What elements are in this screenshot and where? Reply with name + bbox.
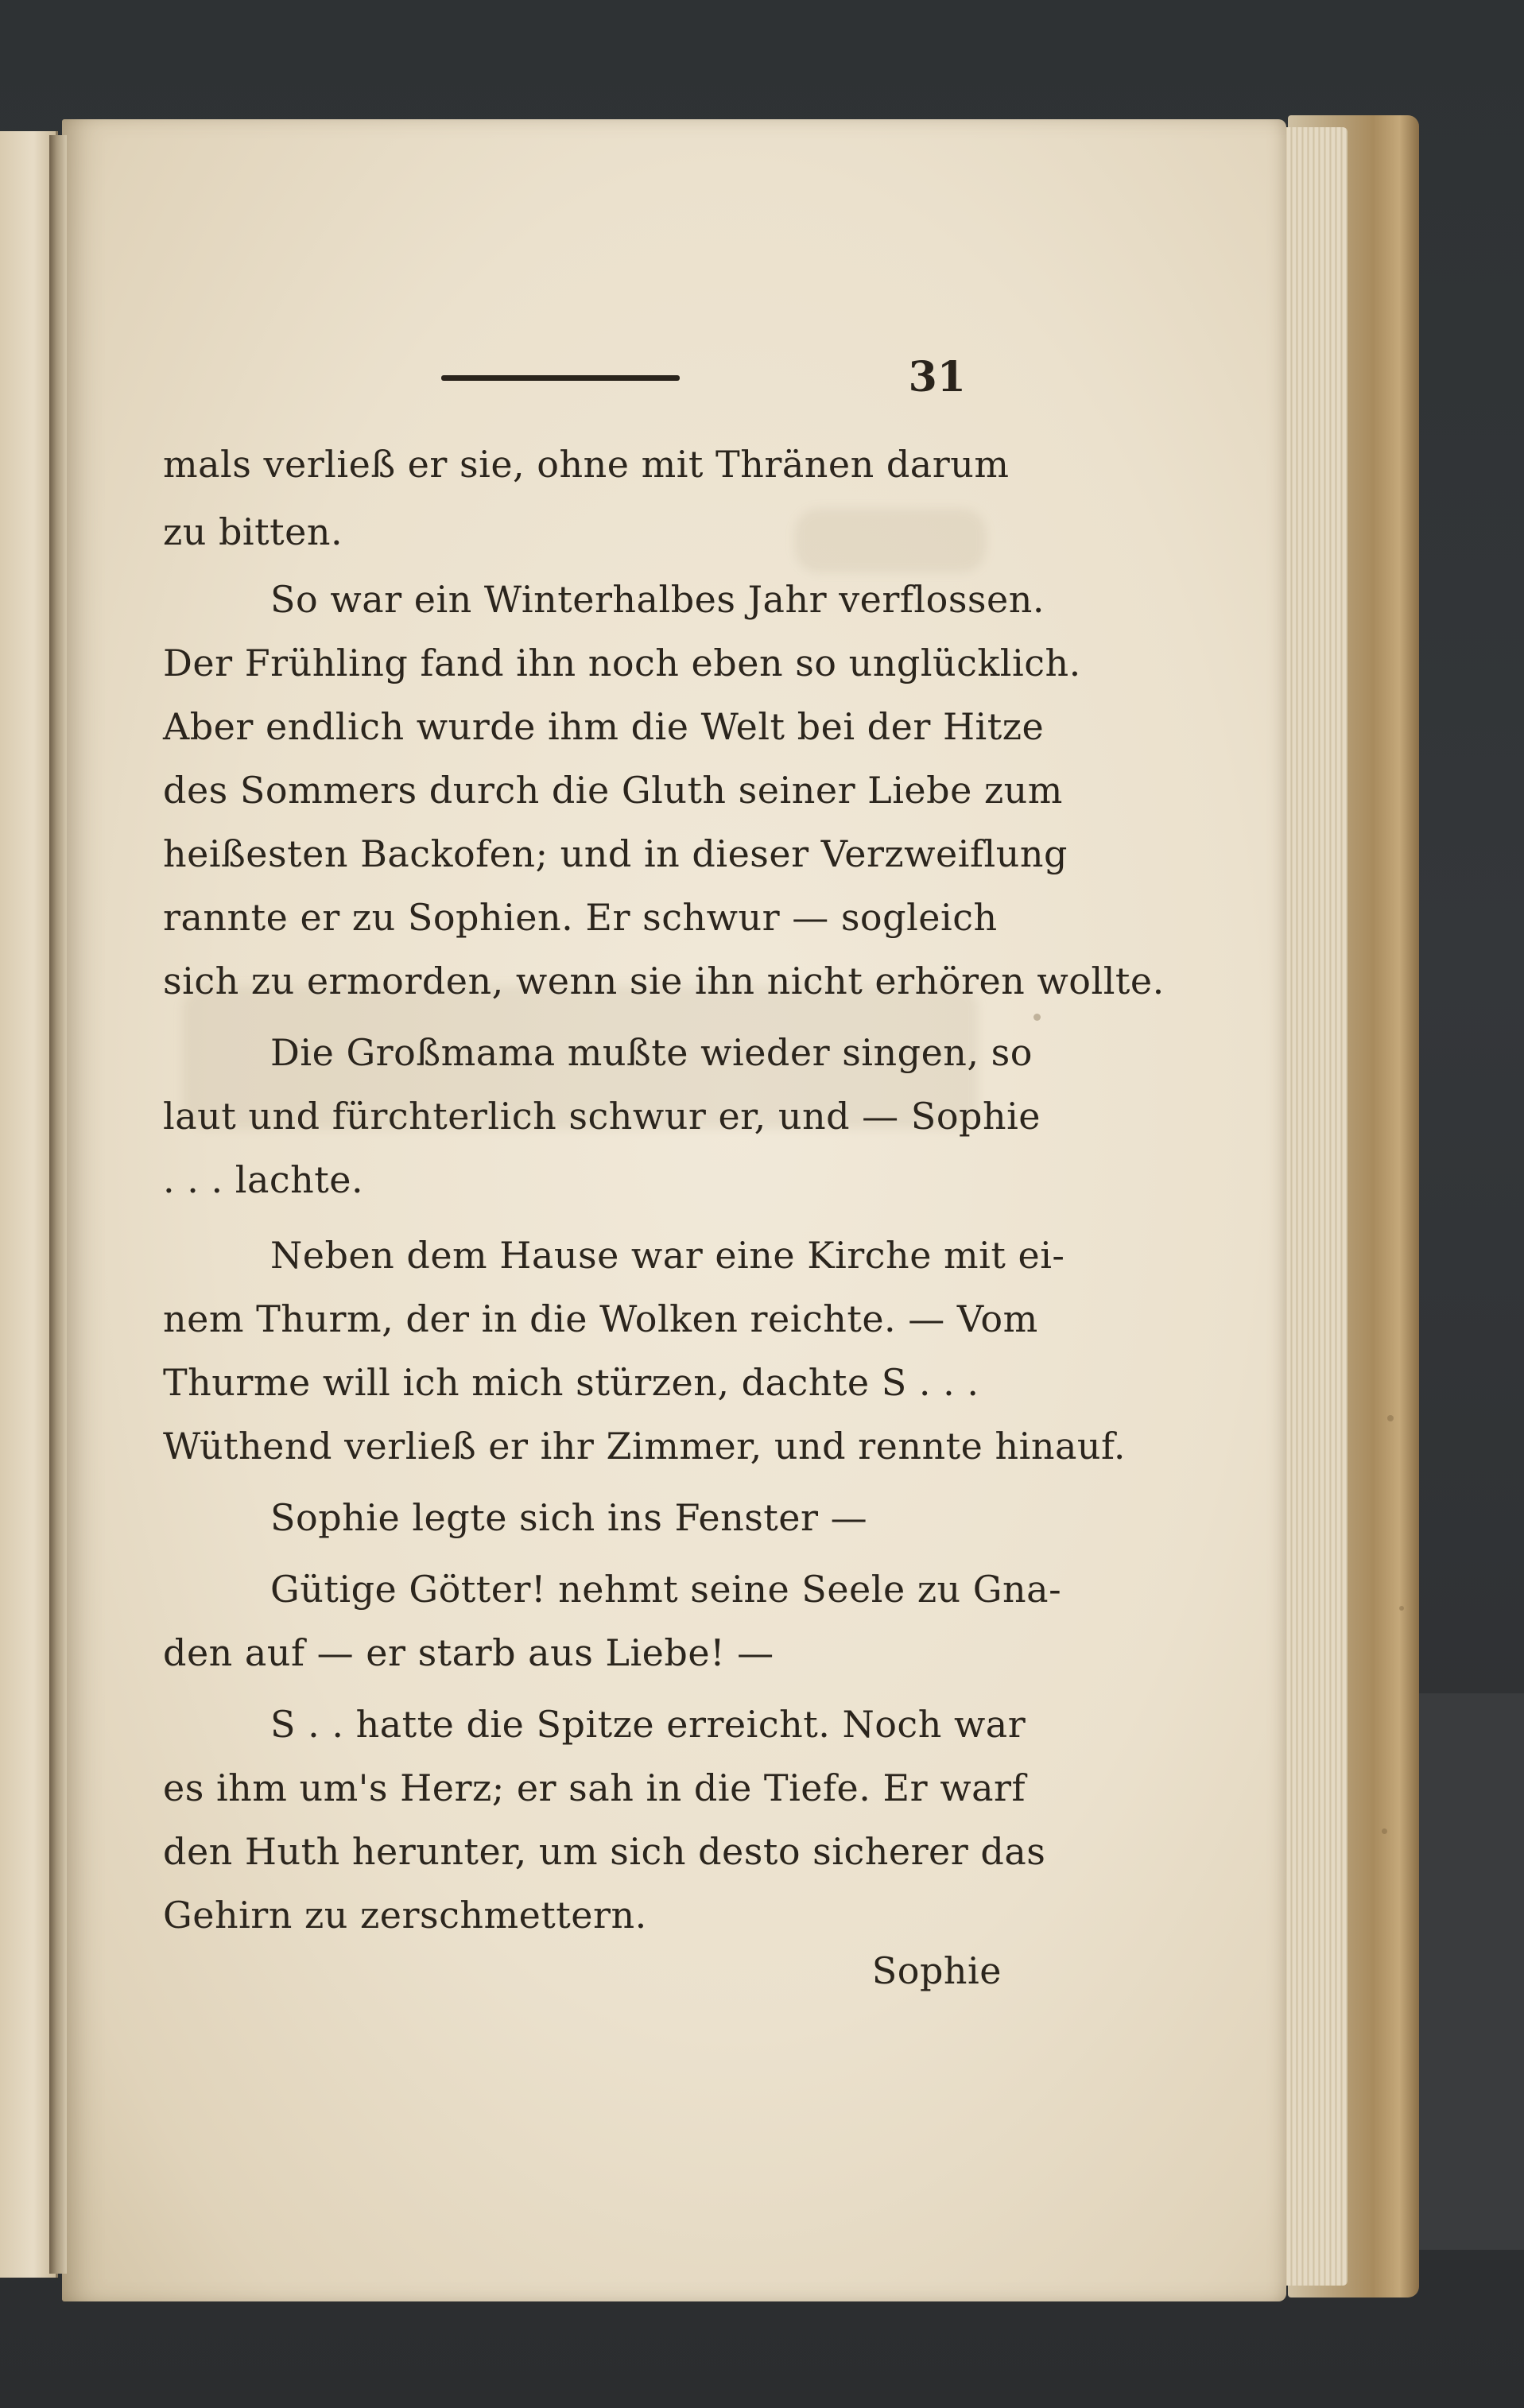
- page-stack-edge: [1276, 127, 1348, 2286]
- text-line: heißesten Backofen; und in dieser Verzweiflung: [163, 832, 1068, 875]
- text-line: rannte er zu Sophien. Er schwur — sogleich: [163, 896, 998, 939]
- text-line: Neben dem Hause war eine Kirche mit ei-: [270, 1234, 1065, 1277]
- text-line: mals verließ er sie, ohne mit Thränen darum: [163, 443, 1010, 486]
- catchword: Sophie: [871, 1949, 1002, 1992]
- text-line: zu bitten.: [163, 510, 343, 553]
- text-line: Gütige Götter! nehmt seine Seele zu Gna-: [270, 1568, 1062, 1611]
- text-line: . . . lachte.: [163, 1158, 364, 1201]
- text-line: Die Großmama mußte wieder singen, so: [270, 1031, 1033, 1074]
- foxing-spot: [1382, 1828, 1387, 1834]
- text-line: es ihm um's Herz; er sah in die Tiefe. Er warf: [163, 1766, 1026, 1809]
- text-line: Gehirn zu zerschmettern.: [163, 1894, 647, 1937]
- foxing-spot: [1387, 1415, 1394, 1421]
- text-line: den auf — er starb aus Liebe! —: [163, 1631, 774, 1674]
- binding-gutter: [49, 135, 67, 2274]
- foxing-spot: [1399, 1606, 1404, 1611]
- text-line: Der Frühling fand ihn noch eben so unglücklich.: [163, 642, 1081, 684]
- text-line: nem Thurm, der in die Wolken reichte. — Vom: [163, 1297, 1038, 1340]
- text-line: Sophie legte sich ins Fenster —: [270, 1496, 868, 1539]
- text-line: S . . hatte die Spitze erreicht. Noch war: [270, 1703, 1026, 1746]
- text-line: sich zu ermorden, wenn sie ihn nicht erhören wollte.: [163, 960, 1165, 1002]
- page-number: 31: [908, 353, 966, 401]
- text-line: laut und fürchterlich schwur er, und — Sophie: [163, 1095, 1041, 1138]
- foxing-spot: [1033, 1014, 1041, 1021]
- text-line: Aber endlich wurde ihm die Welt bei der Hitze: [163, 705, 1045, 748]
- text-line: des Sommers durch die Gluth seiner Liebe zum: [163, 769, 1063, 812]
- text-line: den Huth herunter, um sich desto sicherer das: [163, 1830, 1046, 1873]
- text-line: So war ein Winterhalbes Jahr verflossen.: [270, 578, 1045, 621]
- background-panel: [1415, 1693, 1524, 2250]
- text-line: Wüthend verließ er ihr Zimmer, und rennte hinauf.: [163, 1425, 1126, 1468]
- header-rule: [441, 375, 680, 381]
- text-line: Thurme will ich mich stürzen, dachte S . . .: [163, 1361, 979, 1404]
